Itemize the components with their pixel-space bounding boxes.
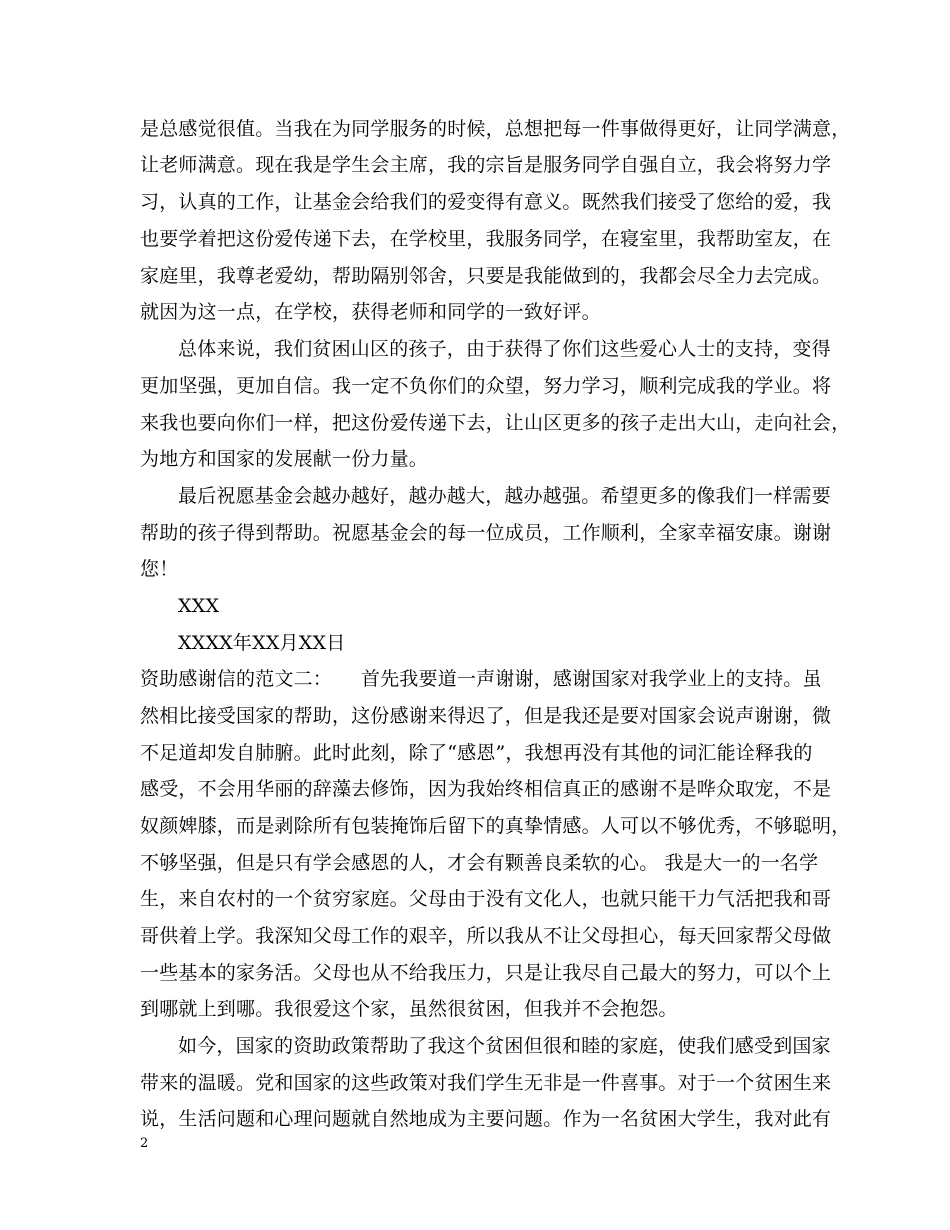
text-line: 让老师满意。现在我是学生会主席，我的宗旨是服务同学自强自立，我会将努力学 bbox=[140, 154, 832, 176]
text-line: 说，生活问题和心理问题就自然地成为主要问题。作为一名贫困大学生，我对此有 bbox=[140, 1108, 832, 1130]
text-line: 生，来自农村的一个贫穷家庭。父母由于没有文化人，也就只能干力气活把我和哥 bbox=[140, 888, 832, 910]
section-heading-line: 资助感谢信的范文二： 首先我要道一声谢谢，感谢国家对我学业上的支持。虽 bbox=[140, 668, 822, 690]
text-line: 带来的温暖。党和国家的这些政策对我们学生无非是一件喜事。对于一个贫困生来 bbox=[140, 1072, 832, 1094]
page-number: 2 bbox=[140, 1136, 149, 1151]
text-line: 一些基本的家务活。父母也从不给我压力，只是让我尽自己最大的努力，可以个上 bbox=[140, 962, 832, 984]
text-line: 感受，不会用华丽的辞藻去修饰，因为我始终相信真正的感谢不是哗众取宠，不是 bbox=[140, 778, 832, 800]
paragraph-start-line: 最后祝愿基金会越办越好，越办越大，越办越强。希望更多的像我们一样需要 bbox=[178, 485, 831, 507]
text-line: 到哪就上到哪。我很爱这个家，虽然很贫困，但我并不会抱怨。 bbox=[140, 998, 678, 1020]
text-line: 您！ bbox=[140, 558, 179, 580]
text-line: 习，认真的工作，让基金会给我们的爱变得有意义。既然我们接受了您给的爱，我 bbox=[140, 191, 832, 213]
text-line: 更加坚强，更加自信。我一定不负你们的众望，努力学习，顺利完成我的学业。将 bbox=[140, 375, 832, 397]
text-line: 为地方和国家的发展献一份力量。 bbox=[140, 448, 429, 470]
signature-date: XXXX年XX月XX日 bbox=[178, 632, 346, 654]
text-line: 家庭里，我尊老爱幼，帮助隔别邻舍，只要是我能做到的，我都会尽全力去完成。 bbox=[140, 265, 832, 287]
text-line: 不够坚强，但是只有学会感恩的人，才会有颗善良柔软的心。 我是大一的一名学 bbox=[140, 852, 819, 874]
text-line: 不足道却发自肺腑。此时此刻，除了“感恩”，我想再没有其他的词汇能诠释我的 bbox=[140, 742, 813, 764]
paragraph-start-line: 如今，国家的资助政策帮助了我这个贫困但很和睦的家庭，使我们感受到国家 bbox=[178, 1035, 831, 1057]
text-line: 哥供着上学。我深知父母工作的艰辛，所以我从不让父母担心，每天回家帮父母做 bbox=[140, 925, 832, 947]
text-line: 就因为这一点，在学校，获得老师和同学的一致好评。 bbox=[140, 301, 601, 323]
text-line: 是总感觉很值。当我在为同学服务的时候，总想把每一件事做得更好，让同学满意， bbox=[140, 118, 851, 140]
text-line: 也要学着把这份爱传递下去，在学校里，我服务同学，在寝室里，我帮助室友，在 bbox=[140, 228, 832, 250]
signature-name: XXX bbox=[178, 595, 220, 617]
text-line: 来我也要向你们一样，把这份爱传递下去，让山区更多的孩子走出大山，走向社会， bbox=[140, 412, 851, 434]
text-line: 奴颜婢膝，而是剥除所有包装掩饰后留下的真挚情感。人可以不够优秀，不够聪明， bbox=[140, 815, 851, 837]
paragraph-start-line: 总体来说，我们贫困山区的孩子，由于获得了你们这些爱心人士的支持，变得 bbox=[178, 338, 831, 360]
text-line: 然相比接受国家的帮助，这份感谢来得迟了，但是我还是要对国家会说声谢谢，微 bbox=[140, 705, 832, 727]
text-line: 帮助的孩子得到帮助。祝愿基金会的每一位成员，工作顺利，全家幸福安康。谢谢 bbox=[140, 522, 832, 544]
